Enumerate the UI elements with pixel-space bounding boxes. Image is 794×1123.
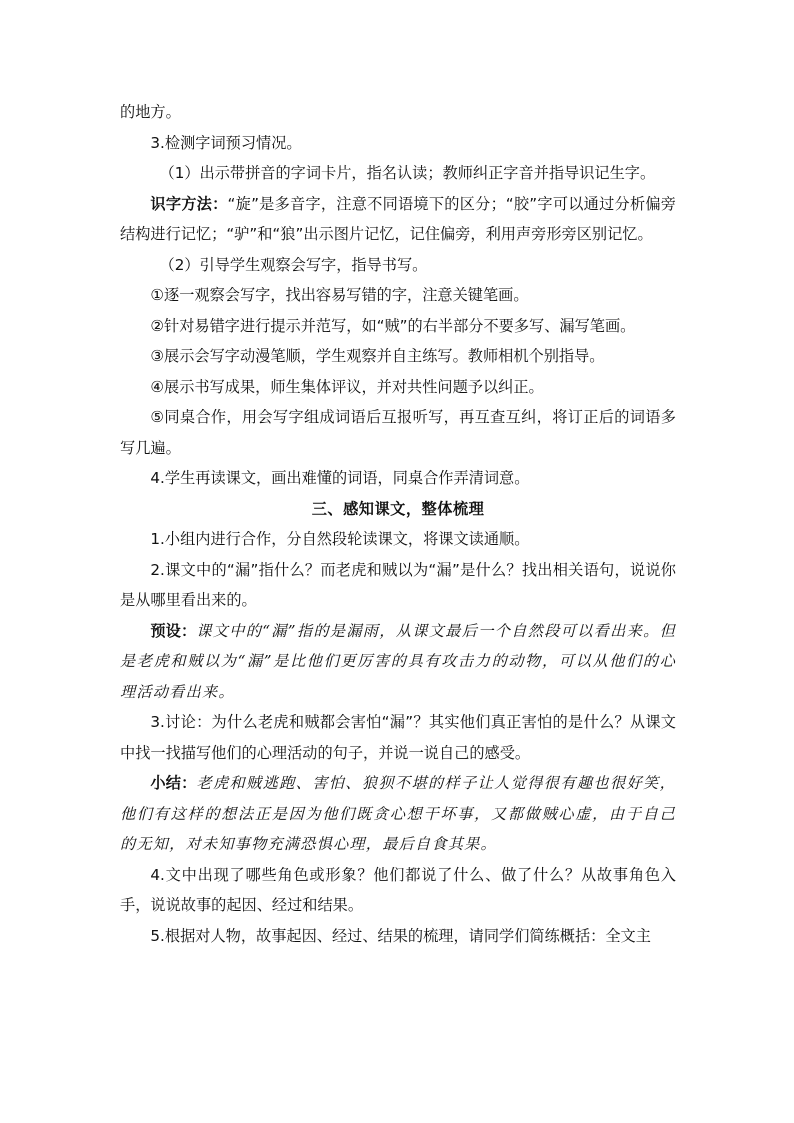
section-item-2: 2.课文中的“漏”指什么？而老虎和贼以为“漏”是什么？找出相关语句，说说你是从哪里看出来的。 xyxy=(120,560,676,609)
step-1: ①逐一观察会写字，找出容易写错的字，注意关键笔画。 xyxy=(150,286,529,304)
item-4: 4.学生再读课文，画出难懂的词语，同桌合作弄清词意。 xyxy=(150,469,530,487)
literacy-method-paragraph xyxy=(120,189,676,250)
paragraph-continuation: 的地方。 xyxy=(120,103,181,121)
section-item-1: 1.小组内进行合作，分自然段轮读课文，将课文读通顺。 xyxy=(150,530,530,548)
preset-label: 预设： xyxy=(150,621,197,640)
step-2: ②针对易错字进行提示并范写，如“贼”的右半部分不要多写、漏写笔画。 xyxy=(150,316,636,335)
step-4: ④展示书写成果，师生集体评议，并对共性问题予以纠正。 xyxy=(150,377,544,396)
preset-paragraph xyxy=(120,616,676,708)
section-item-5: 5.根据对人物，故事起因、经过、结果的梳理，请同学们简练概括：全文主 xyxy=(150,926,651,945)
literacy-method-label: 识字方法： xyxy=(150,194,228,213)
item-3-sub-1: （1）出示带拼音的字词卡片，指名认读；教师纠正字音并指导识记生字。 xyxy=(159,164,656,182)
summary-label: 小结： xyxy=(150,774,197,792)
document-body xyxy=(120,97,676,951)
literacy-method-text: “旋”是多音字，注意不同语境下的区分；“胶”字可以通过分析偏旁结构进行记忆；“驴”和“狼”出示图片记忆，记住偏旁，利用声旁形旁区别记忆。 xyxy=(120,194,676,243)
summary-paragraph xyxy=(120,768,676,860)
step-3: ③展示会写字动漫笔顺，学生观察并自主练写。教师相机个别指导。 xyxy=(150,347,605,365)
step-5: ⑤同桌合作，用会写字组成词语后互报听写，再互查互纠，将订正后的词语多写几遍。 xyxy=(120,408,676,457)
section-item-4: 4.文中出现了哪些角色或形象？他们都说了什么、做了什么？从故事角色入手，说说故事的起因、经过和结果。 xyxy=(120,865,676,914)
section-heading: 三、感知课文，整体梳理 xyxy=(311,499,485,518)
section-item-3: 3.讨论：为什么老虎和贼都会害怕“漏”？其实他们真正害怕的是什么？从课文中找一找描写他们的心理活动的句子，并说一说自己的感受。 xyxy=(120,713,676,762)
preset-text: 课文中的“漏”指的是漏雨，从课文最后一个自然段可以看出来。但是老虎和贼以为“漏”是比他们更厉害的具有攻击力的动物，可以从他们的心理活动看出来。 xyxy=(120,621,677,701)
item-3-title: 3.检测字词预习情况。 xyxy=(150,133,302,152)
item-3-sub-2: （2）引导学生观察会写字，指导书写。 xyxy=(159,255,428,274)
summary-text: 老虎和贼逃跑、害怕、狼狈不堪的样子让人觉得很有趣也很好笑，他们有这样的想法正是因为他们既贪心想干坏事，又都做贼心虚，由于自己的无知，对未知事物充满恐惧心理，最后自食其果。 xyxy=(120,774,676,853)
